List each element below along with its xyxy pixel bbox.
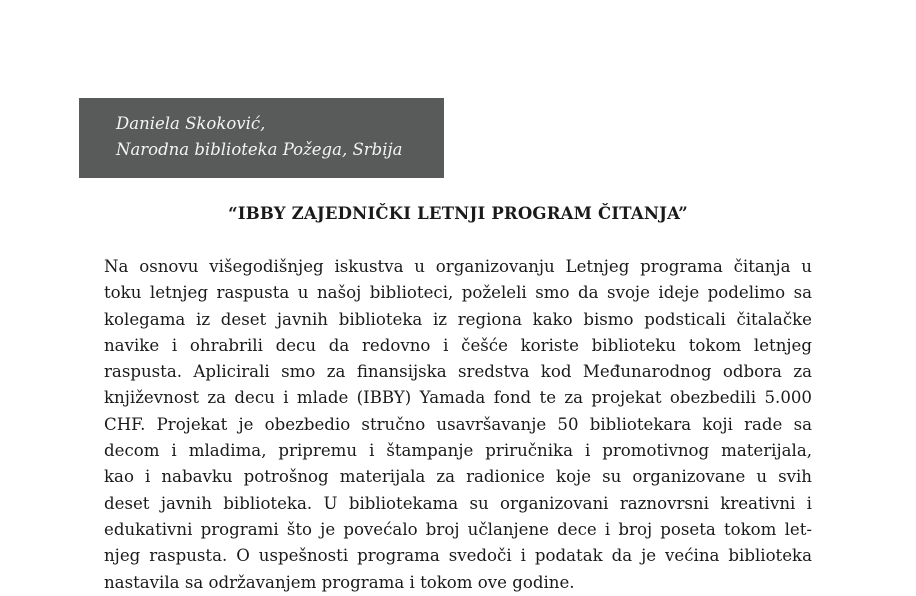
author-name: Daniela Skoković, (116, 114, 266, 133)
body-line: nastavila sa održavanjem programa i tokom ove godine. (104, 572, 575, 592)
body-line: kolegama iz deset javnih biblioteka iz regiona kako bismo podsticali čitalačke (104, 309, 812, 329)
body-line: navike i ohrabrili decu da redovno i češće koriste biblioteku tokom letnjeg (104, 335, 812, 355)
body-line: deset javnih biblioteka. U bibliotekama su organizovani raznovrsni kreativni i (104, 493, 812, 513)
body-line: decom i mladima, pripremu i štampanje priručnika i promotivnog materijala, (104, 441, 812, 461)
body-line: književnost za decu i mlade (IBBY) Yamada fond te za projekat obezbedili 5.000 (104, 388, 812, 408)
body-line: edukativni programi što je povećalo broj učlanjene dece i broj poseta tokom let- (104, 519, 812, 539)
body-line: kao i nabavku potrošnog materijala za radionice koje su organizovane u svih (104, 467, 812, 487)
article-body (104, 254, 812, 596)
body-line: njeg raspusta. O uspešnosti programa svedoči i podatak da je većina biblioteka (104, 546, 812, 566)
author-affiliation: Narodna biblioteka Požega, Srbija (116, 140, 403, 159)
body-line: CHF. Projekat je obezbedio stručno usavršavanje 50 bibliotekara koji rade sa (104, 414, 812, 434)
author-box (79, 98, 444, 178)
article-title: “IBBY ZAJEDNIČKI LETNJI PROGRAM ČITANJA” (228, 204, 688, 223)
body-line: toku letnjeg raspusta u našoj biblioteci, poželeli smo da svoje ideje podelimo sa (104, 283, 812, 303)
body-line: Na osnovu višegodišnjeg iskustva u organizovanju Letnjeg programa čitanja u (104, 257, 812, 276)
body-line: raspusta. Aplicirali smo za finansijska sredstva kod Međunarodnog odbora za (104, 362, 812, 382)
